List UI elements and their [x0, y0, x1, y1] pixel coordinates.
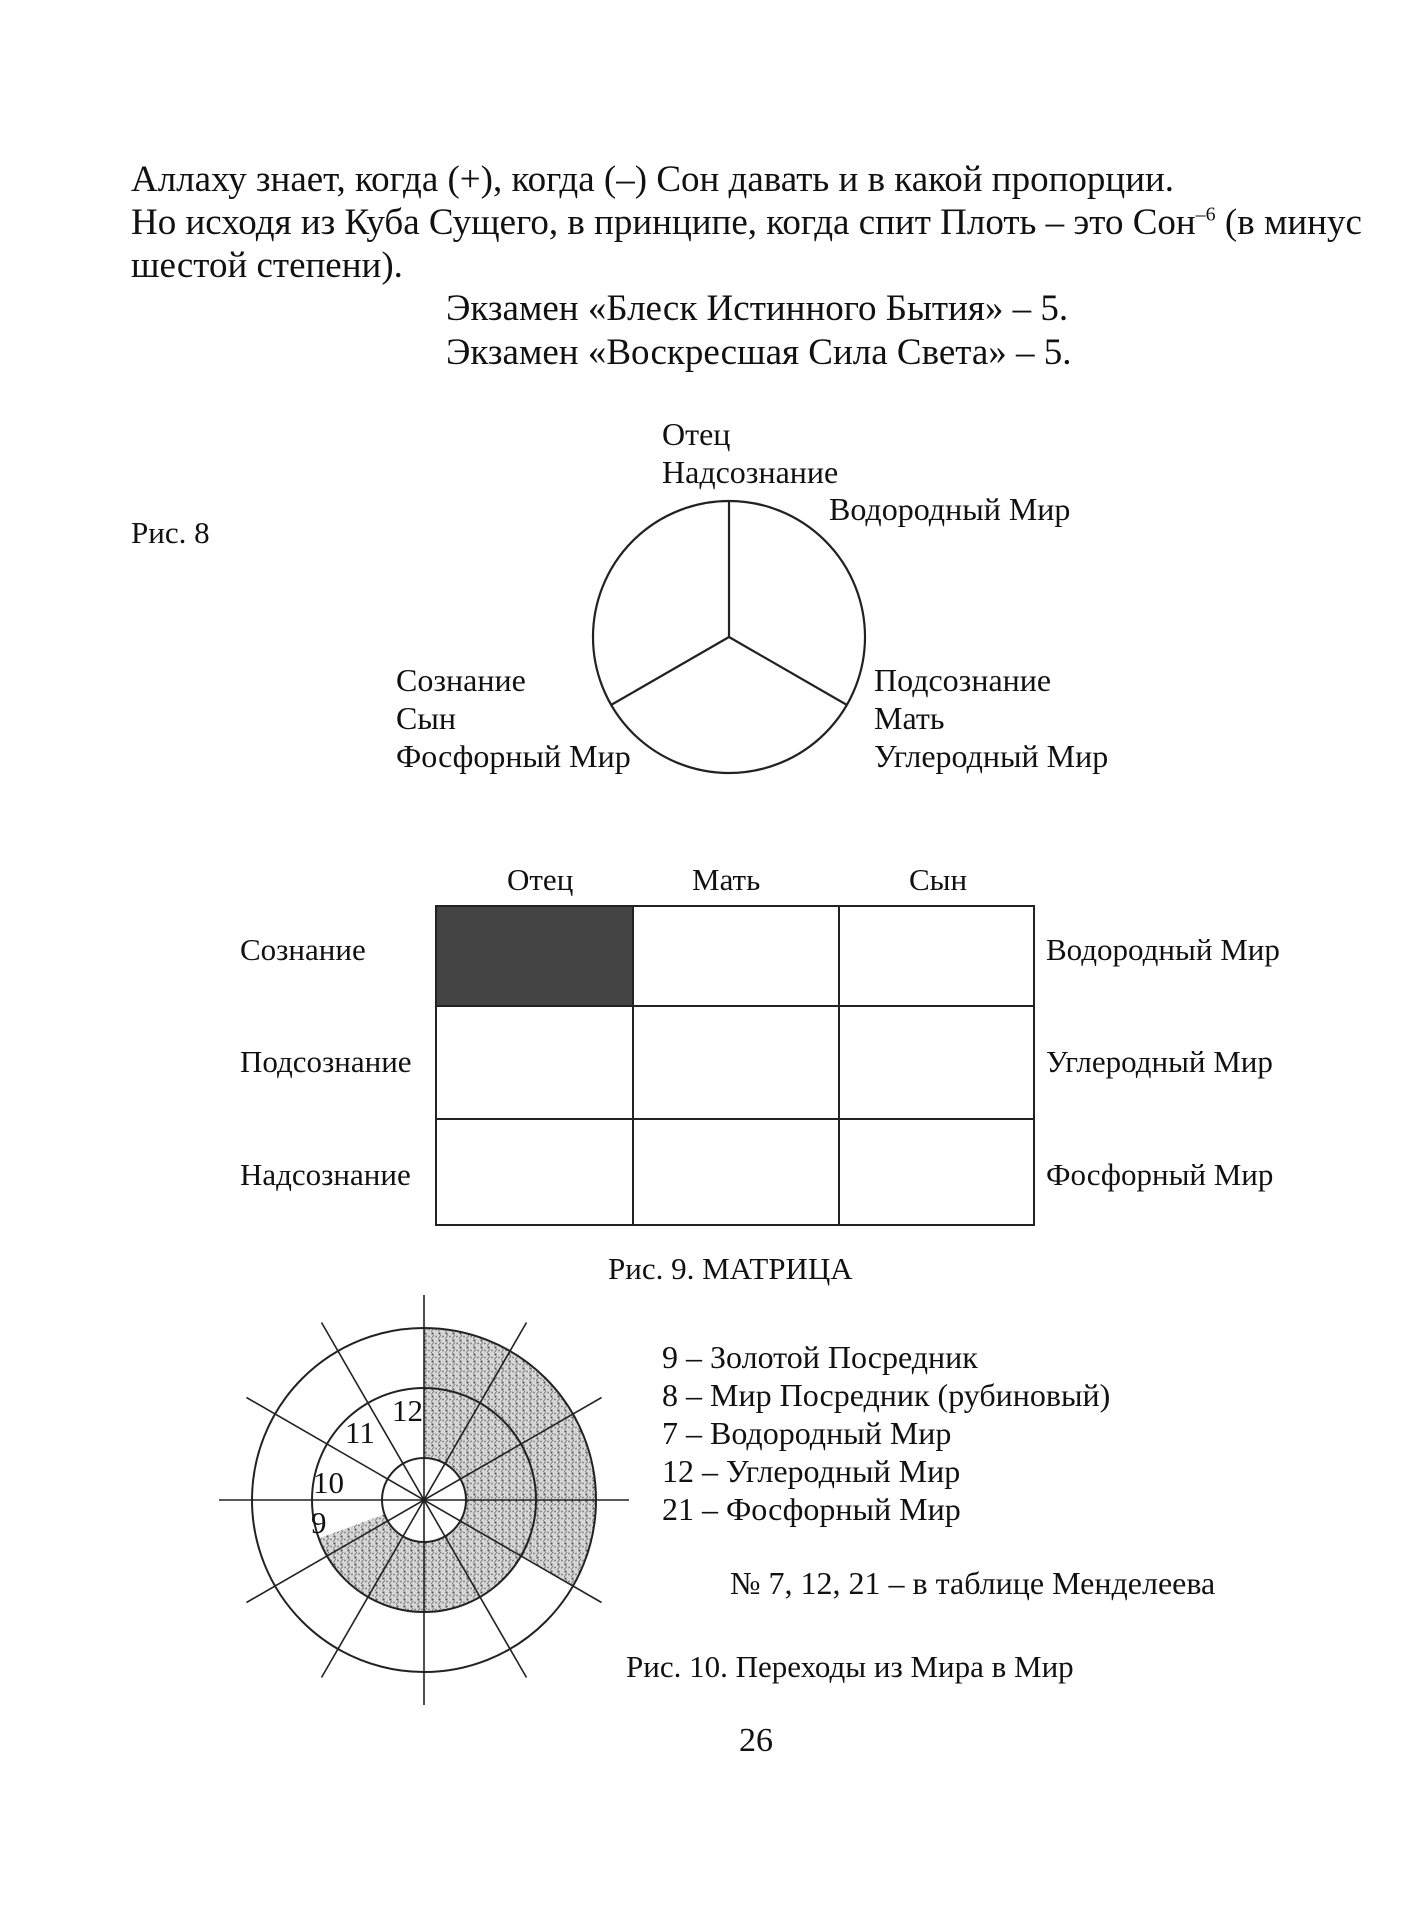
fig10-caption: Рис. 10. Переходы из Мира в Мир: [626, 1649, 1074, 1684]
fig10-legend-item-4: 12 – Углеродный Мир: [662, 1453, 961, 1489]
fig9-row-left-1: Сознание: [240, 932, 366, 967]
fig9-caption: Рис. 9. МАТРИЦА: [608, 1251, 853, 1286]
fig10-num-11: 11: [345, 1415, 375, 1450]
fig8-right-line-2: Мать: [874, 700, 945, 736]
fig10-legend-item-5: 21 – Фосфорный Мир: [662, 1491, 961, 1527]
fig8-left-line-1: Сознание: [396, 662, 526, 698]
fig8-left-line-2: Сын: [396, 700, 456, 736]
fig8-caption: Рис. 8: [131, 515, 210, 550]
fig10-legend-item-1: 9 – Золотой Посредник: [662, 1339, 978, 1375]
fig9-row-left-3: Надсознание: [240, 1157, 411, 1192]
fig9-col-3: Сын: [909, 862, 968, 897]
fig9-col-1: Отец: [507, 862, 574, 897]
fig10-num-9: 9: [311, 1505, 327, 1540]
fig9-row-left-2: Подсознание: [240, 1044, 412, 1079]
fig8-top-right-label: Водородный Мир: [829, 491, 1071, 527]
paragraph-line-1: Аллаху знает, когда (+), когда (–) Сон давать и в какой пропорции.: [131, 159, 1175, 200]
fig9-row-right-3: Фосфорный Мир: [1046, 1157, 1274, 1192]
fig10-legend-item-3: 7 – Водородный Мир: [662, 1415, 952, 1451]
paragraph-line-2-text: Но исходя из Куба Сущего, в принципе, когда спит Плоть – это Сон: [131, 202, 1196, 243]
exponent: –6: [1195, 203, 1216, 226]
fig9-row-right-2: Углеродный Мир: [1046, 1044, 1273, 1079]
fig10-legend-item-2: 8 – Мир Посредник (рубиновый): [662, 1377, 1111, 1413]
fig10-num-10: 10: [313, 1465, 344, 1500]
fig8-top-line-1: Отец: [662, 416, 731, 452]
fig10-note: № 7, 12, 21 – в таблице Менделеева: [730, 1565, 1216, 1601]
fig10-wheel: [219, 1295, 629, 1705]
paragraph-line-2-tail: (в минус: [1215, 202, 1362, 243]
fig10-num-12: 12: [392, 1393, 423, 1428]
fig8-left-line-3: Фосфорный Мир: [396, 738, 631, 774]
page-number: 26: [739, 1722, 773, 1759]
fig8-right-line-1: Подсознание: [874, 662, 1052, 698]
exam-line-1: Экзамен «Блеск Истинного Бытия» – 5.: [446, 288, 1069, 329]
exam-line-2: Экзамен «Воскресшая Сила Света» – 5.: [446, 332, 1072, 373]
paragraph-line-3: шестой степени).: [131, 245, 403, 286]
fig9-row-right-1: Водородный Мир: [1046, 932, 1280, 967]
fig8-right-line-3: Углеродный Мир: [874, 738, 1109, 774]
fig10-legend: [662, 1338, 1110, 1528]
fig8-top-line-2: Надсознание: [662, 454, 839, 490]
fig9-col-2: Мать: [692, 862, 761, 897]
